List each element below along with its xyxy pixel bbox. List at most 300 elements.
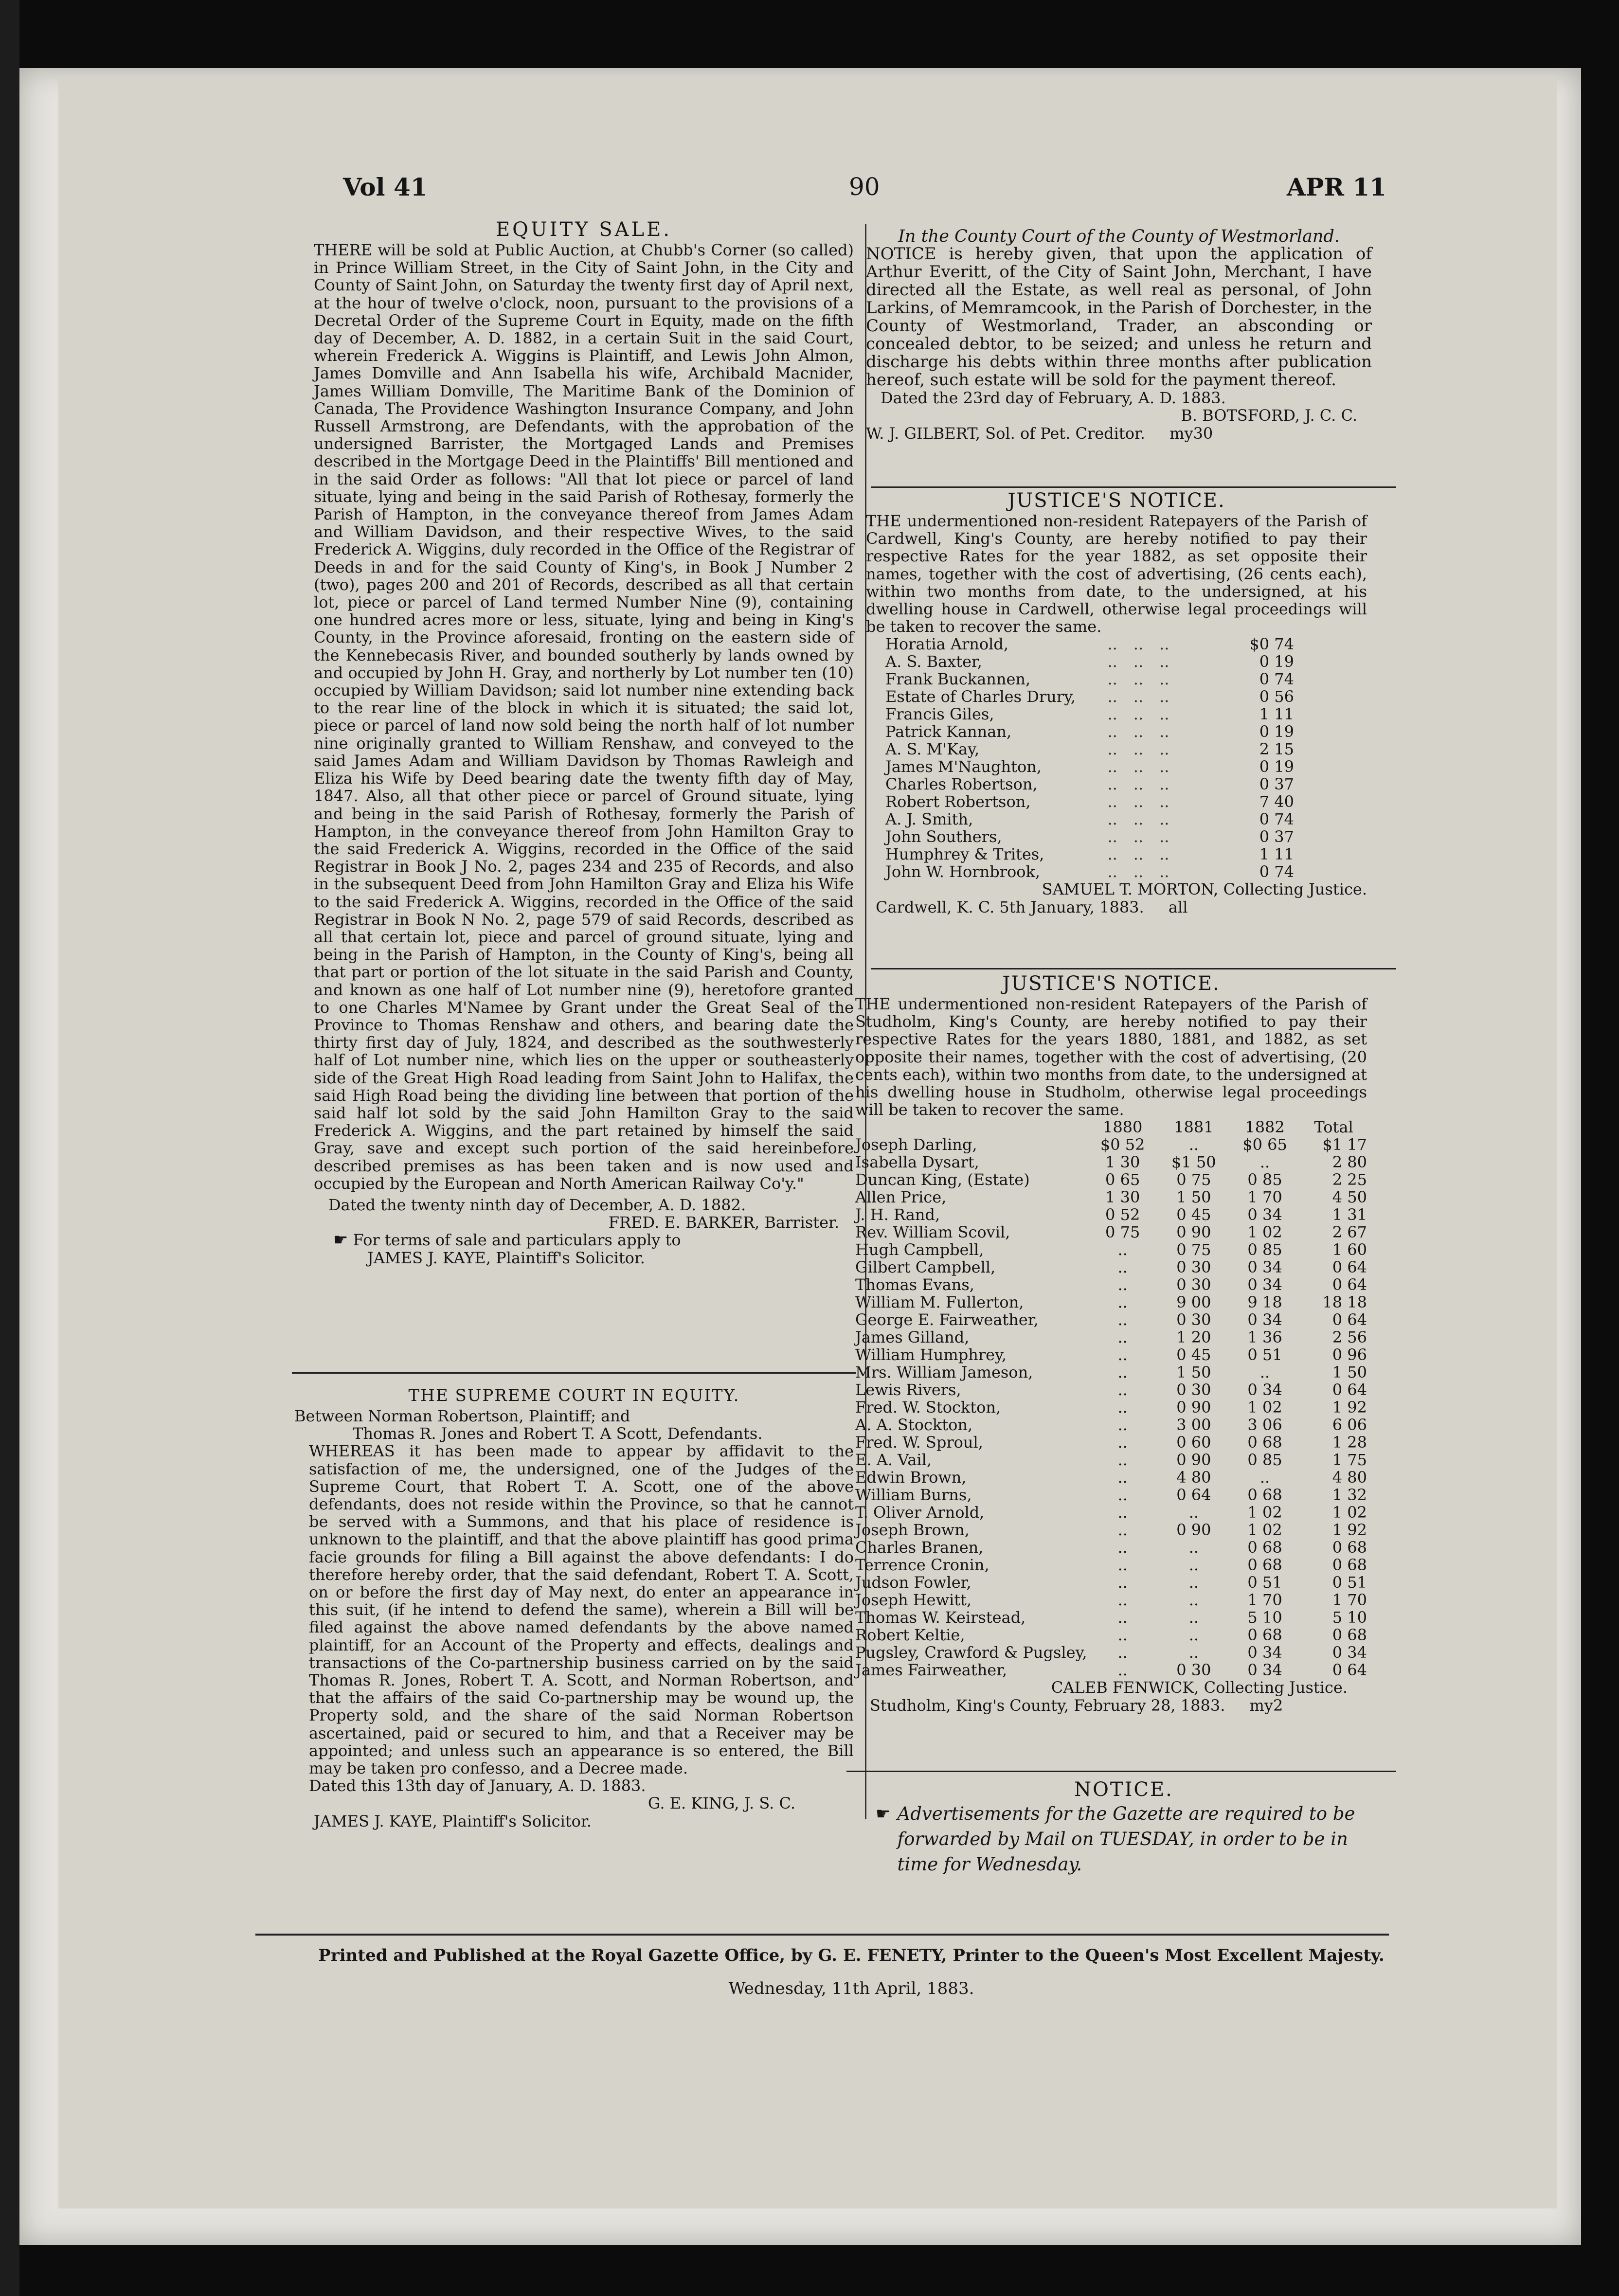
table-row <box>855 1311 1367 1328</box>
rate-amount: 0 37 <box>1259 827 1294 846</box>
supreme-court-notice <box>294 1384 854 1830</box>
rate-1880: .. <box>1117 1486 1128 1505</box>
leader-dots: .. <box>1133 687 1144 706</box>
ratepayer-name: Frank Buckannen, <box>885 670 1031 689</box>
leader-dots: .. <box>1159 652 1169 671</box>
rate-1880: .. <box>1117 1538 1128 1557</box>
ratepayer-name: James Gilland, <box>855 1328 970 1347</box>
rate-amount: 0 19 <box>1259 722 1294 741</box>
rate-1880: .. <box>1117 1416 1128 1435</box>
rate-1882: 5 10 <box>1247 1608 1282 1627</box>
rate-1881: 9 00 <box>1176 1293 1211 1312</box>
table-row <box>885 635 1294 653</box>
column-header: Total <box>1314 1118 1353 1137</box>
table-row <box>855 1644 1367 1661</box>
rate-1880: .. <box>1117 1503 1128 1522</box>
rate-1882: 1 70 <box>1247 1591 1282 1610</box>
ratepayer-name: Terrence Cronin, <box>855 1556 989 1575</box>
table-header-row <box>855 1118 1367 1136</box>
column-header: 1880 <box>1102 1118 1143 1137</box>
justice-notice-cardwell-code: all <box>1168 897 1188 916</box>
rate-1880: $0 52 <box>1100 1135 1145 1154</box>
table-row <box>855 1328 1367 1346</box>
ratepayer-name: A. S. Baxter, <box>885 652 982 671</box>
leader-dots: .. <box>1107 722 1117 741</box>
rate-total: 1 50 <box>1332 1363 1367 1382</box>
leader-dots: .. <box>1107 792 1117 811</box>
supreme-court-solicitor: JAMES J. KAYE, Plaintiff's Solicitor. <box>314 1812 592 1830</box>
rate-total: 0 64 <box>1332 1258 1367 1277</box>
equity-sale-notice <box>314 218 854 1267</box>
rate-1881: .. <box>1188 1591 1199 1610</box>
rate-1881: 3 00 <box>1176 1416 1211 1435</box>
rate-1881: 0 30 <box>1176 1258 1211 1277</box>
rate-1882: 0 68 <box>1247 1626 1282 1645</box>
ratepayer-name: Pugsley, Crawford & Pugsley, <box>855 1643 1087 1662</box>
table-row <box>855 1626 1367 1644</box>
cardwell-rates-table <box>885 635 1294 880</box>
supreme-court-between-1: Between Norman Robertson, Plaintiff; and <box>294 1407 630 1425</box>
supreme-court-body: WHEREAS it has been made to appear by affidavit to the satisfaction of me, the undersigned, one of the Judges of the Supreme Court, that Robert T. A. Scott, one of the above defendants, does not reside within the Province, so that he cannot be served with a Summons, and that his place of residence is unknown to the plaintiff, and that the above plaintiff has good prima facie grounds for filing a Bill against the above defendants: I do therefore hereby order, that the said defendant, Robert T. A. Scott, on or before the first day of May next, do enter an appearance in this suit, (if he intend to defend the same), wherein a Bill will be filed against the above named defendants by the above named plaintiff, for an Account of the Property and effects, dealings and transactions of the Co-partnership business carried on by the said Thomas R. Jones, Robert T. A. Scott, and Norman Robertson, and that the affairs of the said Co-partnership may be wound up, the Property sold, and the share of the said Norman Robertson ascertained, paid or secured to him, and that a Receiver may be appointed; and unless such an appearance is so entered, the Bill may be taken pro confesso, and a Decree made. <box>309 1442 854 1778</box>
leader-dots: .. <box>1133 740 1144 759</box>
rate-1881: 0 64 <box>1176 1486 1211 1505</box>
ratepayer-name: James M'Naughton, <box>885 757 1042 776</box>
rate-total: 1 02 <box>1332 1503 1367 1522</box>
rate-1882: 0 34 <box>1247 1643 1282 1662</box>
rate-1880: .. <box>1117 1608 1128 1627</box>
leader-dots: .. <box>1107 705 1117 724</box>
rate-1880: .. <box>1117 1275 1128 1294</box>
rate-1881: 0 30 <box>1176 1310 1211 1329</box>
rate-1880: 0 65 <box>1105 1170 1140 1189</box>
equity-sale-signer: FRED. E. BARKER, Barrister. <box>608 1213 839 1232</box>
rate-1882: 0 68 <box>1247 1486 1282 1505</box>
table-row <box>885 828 1294 845</box>
rate-1881: .. <box>1188 1538 1199 1557</box>
rate-total: 1 92 <box>1332 1521 1367 1540</box>
leader-dots: .. <box>1159 775 1169 794</box>
rate-1882: $0 65 <box>1242 1135 1287 1154</box>
rate-1882: 0 51 <box>1247 1345 1282 1364</box>
rate-1881: 0 75 <box>1176 1170 1211 1189</box>
rate-1880: .. <box>1117 1626 1128 1645</box>
rate-total: 0 64 <box>1332 1661 1367 1680</box>
rate-amount: 0 74 <box>1259 670 1294 689</box>
rate-amount: 0 74 <box>1259 810 1294 829</box>
leader-dots: .. <box>1133 635 1144 654</box>
rate-1881: .. <box>1188 1626 1199 1645</box>
table-row <box>885 863 1294 880</box>
leader-dots: .. <box>1107 757 1117 776</box>
county-court-notice <box>866 228 1372 442</box>
rate-total: 4 80 <box>1332 1468 1367 1487</box>
rate-1880: .. <box>1117 1328 1128 1347</box>
rate-1881: 0 60 <box>1176 1433 1211 1452</box>
supreme-court-dated: Dated this 13th day of January, A. D. 1883. <box>309 1776 646 1795</box>
table-row <box>855 1188 1367 1206</box>
rate-total: 0 34 <box>1332 1643 1367 1662</box>
ratepayer-name: Francis Giles, <box>885 705 994 724</box>
gazette-notice-text: Advertisements for the Gazette are required to be forwarded by Mail on TUESDAY, in order to be in time for Wednesday. <box>897 1803 1355 1875</box>
ratepayer-name: Fred. W. Stockton, <box>855 1398 1001 1417</box>
county-court-solicitor: W. J. GILBERT, Sol. of Pet. Creditor. <box>866 424 1145 443</box>
table-row <box>855 1293 1367 1311</box>
ratepayer-name: A. J. Smith, <box>885 810 973 829</box>
table-row <box>885 775 1294 793</box>
rate-total: 2 67 <box>1332 1223 1367 1242</box>
rate-amount: 1 11 <box>1259 705 1294 724</box>
table-row <box>885 810 1294 828</box>
ratepayer-name: A. S. M'Kay, <box>885 740 980 759</box>
justice-notice-studholm-body: THE undermentioned non-resident Ratepayers of the Parish of Studholm, King's County, are hereby notified to pay their respective Rates for the years 1880, 1881, and 1882, as set opposite their names, together with the cost of advertising, (20 cents each), within two months from date, to the undersigned at his dwelling house in Studholm, otherwise legal proceedings will be taken to recover the same. <box>855 995 1367 1119</box>
rate-amount: 1 11 <box>1259 845 1294 864</box>
ratepayer-name: Thomas Evans, <box>855 1275 974 1294</box>
table-row <box>885 723 1294 740</box>
rate-1880: .. <box>1117 1240 1128 1259</box>
equity-sale-body: THERE will be sold at Public Auction, at Chubb's Corner (so called) in Prince William Street, in the City of Saint John, in the City and County of Saint John, on Saturday the twenty first day of April next, at the hour of twelve o'clock, noon, pursuant to the provisions of a Decretal Order of the Supreme Court in Equity, made on the fifth day of December, A. D. 1882, in a certain Suit in the said Court, wherein Frederick A. Wiggins is Plaintiff, and Lewis John Almon, James Domville and Ann Isabella his wife, Archibald Macnider, James William Domville, The Maritime Bank of the Dominion of Canada, The Providence Washington Insurance Company, and John Russell Armstrong, are Defendants, with the approbation of the undersigned Barrister, the Mortgaged Lands and Premises described in the Mortgage Deed in the Plaintiffs' Bill mentioned and in the said Order as follows: "All that lot piece or parcel of land situate, lying and being in the said Parish of Rothesay, formerly the Parish of Hampton, in the conveyance thereof from James Adam and William Davidson, and their respective Wives, to the said Frederick A. Wiggins, duly recorded in the Office of the Registrar of Deeds in and for the said County of King's, in Book J Number 2 (two), pages 200 and 201 of Records, described as all that certain lot, piece or parcel of Land termed Number Nine (9), containing one hundred acres more or less, situate, lying and being in King's County, in the Province aforesaid, fronting on the eastern side of the Kennebecasis River, and bounded southerly by lands owned by and occupied by John H. Gray, and northerly by Lot number ten (10) occupied by William Davidson; said lot number nine extending back to the rear line of the block in which it is situated; the said lot, piece or parcel of land now sold being the north half of lot number nine originally granted to William Renshaw, and conveyed to the said James Adam and William Davidson by Thomas Rawleigh and Eliza his Wife by Deed bearing date the twenty fifth day of May, 1847. Also, all that other piece or parcel of Ground situate, lying and being in the said Parish of Rothesay, formerly the Parish of Hampton, in the conveyance thereof from John Hamilton Gray to the said Frederick A. Wiggins, recorded in the Office of the said Registrar in Book J No. 2, pages 234 and 235 of Records, and also in the subsequent Deed from John Hamilton Gray and Eliza his Wife to the said Frederick A. Wiggins, recorded in the Office of the said Registrar in Book N No. 2, page 579 of said Records, described as all that certain lot, piece and parcel of ground situate, lying and being in the Parish of Hampton, in the County of King's, being all that part or portion of the lot situate in the said Parish and County, and known as one half of Lot number nine (9), heretofore granted to one Charles M'Namee by Grant under the Great Seal of the Province to Thomas Renshaw and others, and bearing date the thirty first day of July, 1824, and described as the southwesterly half of Lot number nine, which lies on the upper or southeasterly side of the Great High Road leading from Saint John to Halifax, the said High Road being the dividing line between that portion of the said half lot sold by the said John Hamilton Gray to the said Frederick A. Wiggins, and the part retained by himself the said Gray, save and except such portion of the said hereinbefore described premises as has been taken and is now used and occupied by the European and North American Railway Co'y." <box>314 241 854 1193</box>
table-row <box>855 1451 1367 1469</box>
column-header: 1881 <box>1174 1118 1214 1137</box>
rate-1880: 0 75 <box>1105 1223 1140 1242</box>
rate-amount: 7 40 <box>1259 792 1294 811</box>
county-court-dated: Dated the 23rd day of February, A. D. 1883. <box>881 389 1226 408</box>
table-row <box>885 758 1294 775</box>
ratepayer-name: Judson Fowler, <box>855 1573 971 1592</box>
leader-dots: .. <box>1159 757 1169 776</box>
leader-dots: .. <box>1159 792 1169 811</box>
rate-amount: 0 19 <box>1259 652 1294 671</box>
rate-1880: .. <box>1117 1381 1128 1399</box>
leader-dots: .. <box>1159 827 1169 846</box>
header-spacer <box>855 1118 1087 1136</box>
rate-total: 0 96 <box>1332 1345 1367 1364</box>
rate-total: 18 18 <box>1322 1293 1367 1312</box>
rate-1882: .. <box>1259 1153 1270 1172</box>
rate-1881: 0 45 <box>1176 1205 1211 1224</box>
rate-1882: 1 02 <box>1247 1503 1282 1522</box>
rate-1881: .. <box>1188 1573 1199 1592</box>
table-row <box>855 1206 1367 1223</box>
rate-total: 1 70 <box>1332 1591 1367 1610</box>
leader-dots: .. <box>1159 810 1169 829</box>
rate-1880: .. <box>1117 1363 1128 1382</box>
rate-total: 1 75 <box>1332 1451 1367 1470</box>
ratepayer-name: E. A. Vail, <box>855 1451 932 1470</box>
leader-dots: .. <box>1133 757 1144 776</box>
table-row <box>855 1521 1367 1539</box>
leader-dots: .. <box>1159 687 1169 706</box>
rate-total: 1 31 <box>1332 1205 1367 1224</box>
justice-notice-studholm-title: JUSTICE'S NOTICE. <box>1002 972 1220 995</box>
equity-sale-terms: For terms of sale and particulars apply to <box>353 1231 681 1250</box>
rate-total: 0 64 <box>1332 1310 1367 1329</box>
rate-1882: 0 34 <box>1247 1310 1282 1329</box>
ratepayer-name: A. A. Stockton, <box>855 1416 973 1435</box>
leader-dots: .. <box>1133 792 1144 811</box>
rate-1881: .. <box>1188 1608 1199 1627</box>
volume-label: Vol 41 <box>343 173 428 201</box>
section-rule <box>871 968 1396 969</box>
leader-dots: .. <box>1107 862 1117 881</box>
rate-1881: .. <box>1188 1503 1199 1522</box>
justice-notice-studholm-signer: CALEB FENWICK, Collecting Justice. <box>1051 1678 1348 1697</box>
rate-1881: 0 45 <box>1176 1345 1211 1364</box>
printer-imprint: Printed and Published at the Royal Gazette Office, by G. E. FENETY, Printer to the Queen's Most Excellent Majesty. <box>318 1946 1385 1965</box>
rate-total: 2 56 <box>1332 1328 1367 1347</box>
table-row <box>885 688 1294 705</box>
table-row <box>855 1171 1367 1188</box>
rate-1881: .. <box>1188 1135 1199 1154</box>
supreme-court-signer: G. E. KING, J. S. C. <box>648 1794 795 1813</box>
rate-amount: $0 74 <box>1249 635 1294 654</box>
rate-1882: 0 68 <box>1247 1538 1282 1557</box>
issue-date: APR 11 <box>1287 173 1386 201</box>
rate-total: 0 68 <box>1332 1556 1367 1575</box>
rate-1882: 1 36 <box>1247 1328 1282 1347</box>
rate-1882: 3 06 <box>1247 1416 1282 1435</box>
ratepayer-name: James Fairweather, <box>855 1661 1007 1680</box>
table-row <box>855 1241 1367 1258</box>
page-number: 90 <box>849 173 880 201</box>
table-row <box>855 1609 1367 1626</box>
rate-1881: .. <box>1188 1556 1199 1575</box>
table-row <box>855 1556 1367 1574</box>
rate-amount: 0 37 <box>1259 775 1294 794</box>
ratepayer-name: Hugh Campbell, <box>855 1240 984 1259</box>
rate-1880: .. <box>1117 1293 1128 1312</box>
ratepayer-name: Horatia Arnold, <box>885 635 1009 654</box>
rate-1882: 1 70 <box>1247 1188 1282 1207</box>
rate-1880: .. <box>1117 1643 1128 1662</box>
rate-total: 0 64 <box>1332 1381 1367 1399</box>
table-row <box>855 1363 1367 1381</box>
rate-amount: 0 19 <box>1259 757 1294 776</box>
leader-dots: .. <box>1159 705 1169 724</box>
leader-dots: .. <box>1159 670 1169 689</box>
ratepayer-name: Rev. William Scovil, <box>855 1223 1010 1242</box>
leader-dots: .. <box>1107 775 1117 794</box>
table-row <box>885 793 1294 810</box>
county-court-signer: B. BOTSFORD, J. C. C. <box>1181 406 1357 425</box>
table-row <box>885 845 1294 863</box>
county-court-body: NOTICE is hereby given, that upon the application of Arthur Everitt, of the City of Saint John, Merchant, I have directed all the Estate, as well real as personal, of John Larkins, of Memramcook, in the Parish of Dorchester, in the County of Westmorland, Trader, an absconding or concealed debtor, to be seized; and unless he return and discharge his debts within three months after publication hereof, such estate will be sold for the payment thereof. <box>866 244 1372 390</box>
footer-rule <box>255 1934 1389 1936</box>
rate-1882: 0 34 <box>1247 1661 1282 1680</box>
rate-1882: 0 85 <box>1247 1451 1282 1470</box>
rate-total: 4 50 <box>1332 1188 1367 1207</box>
rate-1881: 0 30 <box>1176 1381 1211 1399</box>
rate-1880: .. <box>1117 1451 1128 1470</box>
leader-dots: .. <box>1133 670 1144 689</box>
leader-dots: .. <box>1107 652 1117 671</box>
section-rule <box>292 1372 856 1374</box>
rate-total: 0 64 <box>1332 1275 1367 1294</box>
leader-dots: .. <box>1133 862 1144 881</box>
rate-total: $1 17 <box>1322 1135 1367 1154</box>
column-header: 1882 <box>1245 1118 1285 1137</box>
ratepayer-name: Duncan King, (Estate) <box>855 1170 1030 1189</box>
leader-dots: .. <box>1107 687 1117 706</box>
justice-notice-cardwell-dated: Cardwell, K. C. 5th January, 1883. <box>876 897 1144 916</box>
gazette-notice-title: NOTICE. <box>1074 1778 1173 1801</box>
ratepayer-name: Gilbert Campbell, <box>855 1258 996 1277</box>
rate-1881: 0 90 <box>1176 1521 1211 1540</box>
rate-1882: 1 02 <box>1247 1521 1282 1540</box>
table-row <box>885 740 1294 758</box>
rate-1880: 0 52 <box>1105 1205 1140 1224</box>
equity-sale-dated: Dated the twenty ninth day of December, A. D. 1882. <box>328 1195 746 1214</box>
rate-1882: .. <box>1259 1468 1270 1487</box>
table-row <box>855 1661 1367 1679</box>
ratepayer-name: William Humphrey, <box>855 1345 1007 1364</box>
rate-total: 0 51 <box>1332 1573 1367 1592</box>
rate-1880: 1 30 <box>1105 1153 1140 1172</box>
rate-total: 1 28 <box>1332 1433 1367 1452</box>
rate-1881: 0 90 <box>1176 1398 1211 1417</box>
table-row <box>855 1434 1367 1451</box>
rate-1881: 1 50 <box>1176 1188 1211 1207</box>
ratepayer-name: J. H. Rand, <box>855 1205 940 1224</box>
rate-1882: 9 18 <box>1247 1293 1282 1312</box>
table-row <box>885 670 1294 688</box>
rate-total: 1 32 <box>1332 1486 1367 1505</box>
rate-1882: 1 02 <box>1247 1223 1282 1242</box>
justice-notice-studholm-dated: Studholm, King's County, February 28, 1883. <box>870 1696 1225 1715</box>
rate-1881: .. <box>1188 1643 1199 1662</box>
supreme-court-title: THE SUPREME COURT IN EQUITY. <box>408 1386 740 1405</box>
rate-1880: .. <box>1117 1310 1128 1329</box>
ratepayer-name: Mrs. William Jameson, <box>855 1363 1033 1382</box>
rate-1880: .. <box>1117 1345 1128 1364</box>
section-rule <box>871 486 1396 488</box>
table-row <box>855 1591 1367 1609</box>
rate-1881: 4 80 <box>1176 1468 1211 1487</box>
rate-1880: .. <box>1117 1433 1128 1452</box>
table-row <box>855 1346 1367 1363</box>
rate-1882: .. <box>1259 1363 1270 1382</box>
county-court-title: In the County Court of the County of Westmorland. <box>898 227 1340 246</box>
rate-1880: .. <box>1117 1398 1128 1417</box>
justice-notice-cardwell-title: JUSTICE'S NOTICE. <box>1007 489 1225 512</box>
ratepayer-name: Robert Keltie, <box>855 1626 965 1645</box>
ratepayer-name: Robert Robertson, <box>885 792 1031 811</box>
leader-dots: .. <box>1133 827 1144 846</box>
supreme-court-between-2: Thomas R. Jones and Robert T. A Scott, Defendants. <box>353 1424 763 1443</box>
leader-dots: .. <box>1107 845 1117 864</box>
table-row <box>855 1223 1367 1241</box>
table-row <box>855 1539 1367 1556</box>
rate-total: 2 80 <box>1332 1153 1367 1172</box>
rate-1880: .. <box>1117 1591 1128 1610</box>
rate-total: 1 60 <box>1332 1240 1367 1259</box>
table-row <box>855 1469 1367 1486</box>
table-row <box>855 1276 1367 1293</box>
table-row <box>885 653 1294 670</box>
rate-total: 6 06 <box>1332 1416 1367 1435</box>
leader-dots: .. <box>1159 862 1169 881</box>
leader-dots: .. <box>1107 827 1117 846</box>
rate-amount: 0 56 <box>1259 687 1294 706</box>
rate-1882: 0 34 <box>1247 1205 1282 1224</box>
ratepayer-name: Estate of Charles Drury, <box>885 687 1076 706</box>
rate-total: 5 10 <box>1332 1608 1367 1627</box>
leader-dots: .. <box>1107 810 1117 829</box>
ratepayer-name: Isabella Dysart, <box>855 1153 979 1172</box>
rate-1882: 1 02 <box>1247 1398 1282 1417</box>
rate-1881: 1 50 <box>1176 1363 1211 1382</box>
table-row <box>855 1486 1367 1504</box>
rate-1880: .. <box>1117 1468 1128 1487</box>
rate-1881: 0 90 <box>1176 1451 1211 1470</box>
table-row <box>885 705 1294 723</box>
ratepayer-name: Joseph Brown, <box>855 1521 970 1540</box>
leader-dots: .. <box>1159 635 1169 654</box>
rate-1881: 0 75 <box>1176 1240 1211 1259</box>
table-row <box>855 1416 1367 1434</box>
rate-amount: 0 74 <box>1259 862 1294 881</box>
section-rule <box>846 1771 1396 1772</box>
rate-amount: 2 15 <box>1259 740 1294 759</box>
leader-dots: .. <box>1159 845 1169 864</box>
rate-1882: 0 51 <box>1247 1573 1282 1592</box>
leader-dots: .. <box>1133 705 1144 724</box>
leader-dots: .. <box>1133 652 1144 671</box>
rate-total: 2 25 <box>1332 1170 1367 1189</box>
rate-total: 0 68 <box>1332 1538 1367 1557</box>
table-row <box>855 1136 1367 1153</box>
rate-1882: 0 34 <box>1247 1381 1282 1399</box>
rate-1880: 1 30 <box>1105 1188 1140 1207</box>
ratepayer-name: Charles Branen, <box>855 1538 984 1557</box>
leader-dots: .. <box>1133 775 1144 794</box>
leader-dots: .. <box>1133 810 1144 829</box>
rate-1882: 0 68 <box>1247 1556 1282 1575</box>
justice-notice-studholm-code: my2 <box>1249 1696 1283 1715</box>
rate-1880: .. <box>1117 1258 1128 1277</box>
ratepayer-name: Edwin Brown, <box>855 1468 967 1487</box>
rate-1882: 0 68 <box>1247 1433 1282 1452</box>
leader-dots: .. <box>1133 722 1144 741</box>
studholm-rates-table <box>855 1118 1367 1679</box>
ratepayer-name: John Southers, <box>885 827 1002 846</box>
table-row <box>855 1574 1367 1591</box>
scan-binding-edge <box>0 0 19 2296</box>
equity-sale-title: EQUITY SALE. <box>495 218 672 241</box>
ratepayer-name: T. Oliver Arnold, <box>855 1503 985 1522</box>
ratepayer-name: George E. Fairweather, <box>855 1310 1039 1329</box>
gazette-notice <box>871 1778 1377 1877</box>
table-row <box>855 1399 1367 1416</box>
rate-1881: 0 30 <box>1176 1661 1211 1680</box>
leader-dots: .. <box>1107 635 1117 654</box>
table-row <box>855 1381 1367 1399</box>
table-row <box>855 1504 1367 1521</box>
rate-1882: 0 85 <box>1247 1240 1282 1259</box>
ratepayer-name: Fred. W. Sproul, <box>855 1433 983 1452</box>
rate-total: 0 68 <box>1332 1626 1367 1645</box>
rate-1880: .. <box>1117 1521 1128 1540</box>
pointing-hand-icon: ☛ <box>333 1230 348 1250</box>
ratepayer-name: Patrick Kannan, <box>885 722 1012 741</box>
rate-1880: .. <box>1117 1573 1128 1592</box>
leader-dots: .. <box>1159 740 1169 759</box>
rate-total: 1 92 <box>1332 1398 1367 1417</box>
rate-1881: 0 90 <box>1176 1223 1211 1242</box>
leader-dots: .. <box>1107 670 1117 689</box>
ratepayer-name: Allen Price, <box>855 1188 947 1207</box>
table-row <box>855 1153 1367 1171</box>
pointing-hand-icon: ☛ <box>876 1804 891 1824</box>
